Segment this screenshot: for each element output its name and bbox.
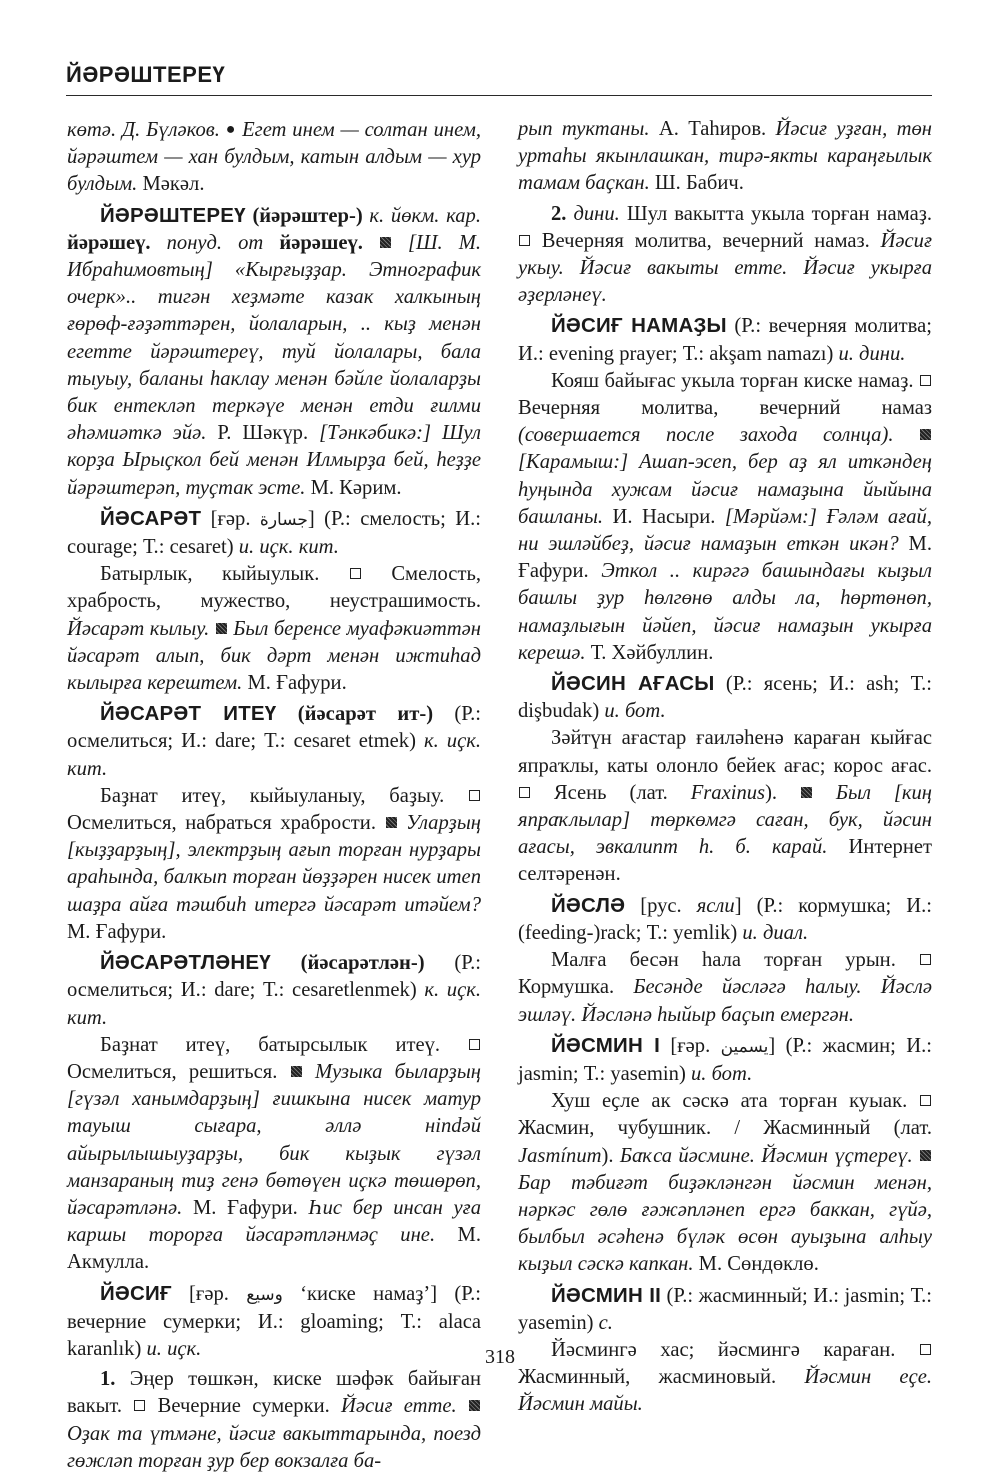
entry-yasaratlaneu: [67, 949, 481, 1032]
definition: [67, 1032, 481, 1277]
grammar: и. бот.: [690, 1062, 753, 1085]
translation-mark-icon: [519, 235, 530, 246]
def-text: Хуш еҫле ак сәскә ата торған куыак.: [551, 1090, 919, 1113]
entry-yasmin-1: [518, 1032, 932, 1088]
form: (йәсарәтлән-): [270, 952, 425, 975]
cross-ref: йәрәшеү.: [279, 231, 363, 254]
translation: Осмелиться, решиться.: [67, 1060, 290, 1083]
translation: ).: [601, 1144, 620, 1167]
equivalents: (Р.: осмелиться; И.: dare; Т.: cesaretlenmek): [67, 952, 481, 1002]
grammar: и. иҫк. кит.: [238, 536, 339, 559]
headword: ЙӘСИН АҒАСЫ: [551, 672, 715, 696]
translation: Смелость, храбрость, мужество, неустрашимость.: [67, 563, 481, 613]
author: Р. Шәкүр.: [206, 422, 320, 445]
headword: ЙӘСАРӘТЛӘНЕҮ: [100, 951, 271, 975]
sense-number: 1.: [100, 1368, 116, 1391]
definition: [518, 947, 932, 1029]
etymology: [ғәр.: [171, 1282, 247, 1305]
grammar: к. иҫк. кит.: [67, 979, 481, 1029]
grammar: к. йөкм. кар.: [362, 204, 481, 227]
entry-yasla: [518, 892, 932, 947]
equivalents: (Р.: осмелиться; И.: dare; Т.: cesaret etmek): [67, 703, 481, 753]
latin-name: Fraxinus: [690, 781, 766, 804]
quote-mark-icon: [386, 817, 397, 828]
grammar: понуд. от: [150, 231, 280, 254]
author: Т. Хәйбуллин.: [585, 641, 714, 664]
arabic-word: يسمين: [720, 1036, 769, 1057]
headword: ЙӘСИҒ НАМАҘЫ: [551, 314, 727, 338]
grammar: и. дини.: [838, 342, 906, 365]
author: М. Ғафури.: [518, 533, 932, 583]
def-text: Баҙнат итеү, батырсылык итеү.: [100, 1033, 468, 1056]
example: Йәсмин еҫе. Йәсмин майы.: [518, 1366, 932, 1416]
quote: Музыка быларҙың [гүзәл ханымдарҙың] ғишкына нисек матур тауыш сығара, әллә нindәй айырылышыуҙарҙы, бик кыҙык гүзәл манзараның тиҙ генә бөтөүен иҫкә төшөрөп, йәсарәтләнә.: [67, 1060, 481, 1219]
author: Интернет селтәренән.: [518, 836, 932, 886]
quote-mark-icon: [216, 623, 227, 634]
entry-yasig-namazy: [518, 312, 932, 367]
headword: ЙӘСАРӘТ: [100, 506, 202, 530]
headword: ЙӘРӘШТЕРЕҮ: [100, 203, 246, 227]
right-column: [518, 116, 932, 1419]
quote: [Тәнкәбикә:] Шул корҙа Ырыҫкол бей менән Илмырҙа бей, һеҙҙе йәрәштерәп, туҫтак эсте.: [67, 422, 481, 499]
quote-mark-icon: [920, 1150, 931, 1161]
gloss: ‘киске намаҙ’] (Р.: вечерние сумерки; И.: gloaming; Т.: alaca karanlık): [67, 1282, 481, 1360]
translation: Жасмин, чубушник. / Жасминный (лат.: [518, 1117, 932, 1140]
quote: Йәсиғ уҙған, төн уртаһы якынлашкан, тирә-якты караңғылык тамам баҫкан.: [518, 118, 932, 195]
equivalents: (Р.: вечерняя молитва; И.: evening prayer; Т.: akşam namazı): [518, 315, 932, 365]
def-text: Эңер төшкән, киске шәфәк байыған вакыт.: [67, 1368, 481, 1418]
quote: Уларҙың [кыҙҙарҙың], электрҙың ағып торған нурҙары араһында, балкып торған йөҙҙәрен нисек итеп шаҙра айға тәшбиһ итергә йәсарәт итәйем?: [67, 812, 481, 916]
equivalents: (Р.: ясень; И.: ash; Т.: dişbudak): [518, 673, 932, 723]
equivalents: ] (Р.: смелость; И.: courage; Т.: cesaret): [67, 507, 481, 559]
translation-mark-icon: [519, 787, 530, 798]
example: Баҡса йәсмине. Йәсмин үҫтереү.: [619, 1144, 913, 1167]
author: Ш. Бабич.: [649, 172, 744, 195]
entry-yasarat: [67, 505, 481, 561]
latin-name: Jasmínum: [518, 1144, 602, 1167]
quote-mark-icon: [920, 429, 931, 440]
quote-mark-icon: [469, 1400, 480, 1411]
author: Мәкәл.: [137, 173, 205, 196]
quote: Был [киң япраҡлылар] төркөмгә саған, бук, йәсин ағасы, эвкалипт һ. б. карай.: [518, 781, 932, 859]
quote: [Ш. М. Ибраһимовтың] «Кырғыҙҙар. Этнографик очерк».. тигән хеҙмәте казак халкының ғөрөф-ғәҙәттәрен, йолаларын, .. кыҙ менән егетте йәрәштереү, туй йолалары, бала тыуыу, баланы һаклау менән бәйле йолаларҙы бик ентекләп теркәүе менән етди ғилми әһәмиәткә эйә.: [67, 231, 481, 445]
etymology-word: ясли: [696, 894, 735, 917]
translation: Осмелиться, набраться храбрости.: [67, 812, 385, 835]
headword: ЙӘСМИН I: [551, 1033, 660, 1057]
translation: Вечерняя молитва, вечерний намаз: [518, 397, 932, 420]
author: М. Акмулла.: [67, 1224, 481, 1274]
example: Йәсарәт кылыу.: [67, 617, 210, 640]
page-number: 318: [485, 1346, 515, 1368]
running-header: ЙӘРӘШТЕРЕҮ: [66, 62, 226, 87]
quote: Бар тәбиғәт биҙәкләнгән йәсмин менән, нәркәс гөлө ғәжәпләнеп ергә баккан, гүйә, былбыл әсәһенә бүләк өсөн ауыҙына алһыу кыҙыл сәскә капкан.: [518, 1171, 932, 1276]
form: (йәсарәт ит-): [276, 703, 434, 726]
definition: [518, 1088, 932, 1278]
quote: Эткол .. кирәгә башындағы кыҙыл башлы ҙур һөлгөнө алды ла, һөртөнөп, намаҙлығын йәйеп, йәсиғ намаҙын укырға керешә.: [518, 560, 932, 664]
def-text: Зәйтүн ағастар ғаиләһенә караған кыйғас япраҡлы, каты олонло бейек ағас; корос ағас.: [518, 727, 932, 777]
translation-mark-icon: [134, 1400, 145, 1411]
translation: Вечерняя молитва, вечерний намаз.: [541, 229, 881, 252]
author: И. Насыри.: [603, 505, 725, 528]
arabic-word: وسيع: [246, 1284, 283, 1305]
label: дини.: [566, 202, 620, 225]
definition: [67, 561, 481, 697]
author: М. Сөндөклө.: [693, 1253, 819, 1276]
bullet-icon: ●: [225, 121, 237, 138]
equivalents: ] (Р.: кормушка; И.: (feeding-)rack; Т.: yemlik): [518, 894, 932, 944]
quote-mark-icon: [291, 1066, 302, 1077]
author: А. Таһиров.: [649, 118, 776, 140]
translation-mark-icon: [920, 375, 931, 386]
arabic-word: جسارة: [259, 509, 308, 530]
quote: Был беренсе муафәкиәттән йәсарәт алып, бик дәрт менән ижтиһад кылырға керештем.: [67, 617, 482, 695]
form: (йәрәштер-): [252, 204, 363, 227]
def-text: Малға бесән һала торған урын.: [551, 949, 919, 972]
left-column: [67, 116, 481, 1475]
translation-mark-icon: [469, 790, 480, 801]
cross-ref: йәрәшеү.: [67, 231, 151, 254]
entry-yasmin-2: [518, 1282, 932, 1337]
header-rule: [66, 95, 932, 96]
headword: ЙӘСМИН II: [551, 1283, 661, 1307]
translation: Вечерние сумерки.: [157, 1395, 342, 1418]
quote: рып туктаны.: [518, 118, 650, 140]
translation: Кормушка.: [518, 976, 634, 999]
etymology: [ғәр.: [659, 1034, 721, 1057]
etymology: [ғәр.: [201, 507, 260, 530]
quote-mark-icon: [380, 237, 391, 248]
headword: ЙӘСИҒ: [100, 1281, 172, 1305]
quote: [Карамыш:] Ашап-эсеп, бер аҙ ял иткәндең һуңында хужам йәсиғ намаҙына йыйына башланы.: [518, 451, 932, 528]
etymology: [рус.: [625, 894, 697, 917]
grammar: и. бот.: [604, 700, 666, 723]
entry-yarashtereu: [67, 202, 481, 502]
translation-note: (совершается после захода солнца).: [518, 424, 894, 447]
def-text: Йәсмингә хас; йәсмингә караған.: [551, 1338, 919, 1361]
sense-2: [518, 201, 932, 310]
headword: ЙӘСАРӘТ ИТЕҮ: [100, 702, 277, 726]
example: Йәсиғ етте.: [341, 1395, 457, 1418]
translation-mark-icon: [920, 954, 931, 965]
quote: Һис бер инсан уға каршы торорға йәсарәтләнмәҫ ине.: [67, 1196, 481, 1247]
author: М. Кәрим.: [305, 476, 402, 499]
sense-1: [67, 1366, 481, 1475]
def-text: Баҙнат итеү, кыйыуланыу, баҙыу.: [100, 784, 468, 807]
quote-continuation: [518, 116, 932, 198]
def-text: Батырлык, кыйыулык.: [100, 563, 349, 586]
definition: [518, 368, 932, 667]
quote: Оҙак та үтмәне, йәсиғ вакыттарында, поезд гөжләп торған ҙур бер вокзалға ба-: [67, 1422, 481, 1472]
quote-mark-icon: [801, 787, 812, 798]
author: М. Ғафури.: [242, 672, 347, 695]
author: М. Ғафури.: [67, 920, 167, 943]
equivalents: (Р.: жасминный; И.: jasmin; Т.: yasemin): [518, 1284, 933, 1334]
sense-number: 2.: [551, 202, 567, 225]
text: көтә. Д. Бүләков.: [67, 119, 226, 141]
quote: [Мәрйәм:] Ғәләм ағай, ни эшләйбеҙ, йәсиғ намаҙын еткән икән?: [518, 505, 932, 556]
example: Йәсиғ укыу. Йәсиғ вакыты етте. Йәсиғ укырға әҙерләнеү.: [518, 229, 932, 307]
grammar: и. иҫк.: [146, 1337, 202, 1360]
grammar: к. иҫк. кит.: [67, 730, 482, 780]
translation-mark-icon: [350, 568, 361, 579]
headword: ЙӘСЛӘ: [551, 893, 626, 917]
example: Бесәнде йәсләгә һалыу. Йәслә эшләү. Йәсләнә һыйыр баҫып емергән.: [518, 976, 932, 1026]
grammar: и. диал.: [742, 921, 809, 944]
entry-continuation: [67, 116, 481, 199]
def-text: Кояш байығас укыла торған киске намаҙ.: [551, 369, 919, 392]
def-text: Шул вакытта укыла торған намаҙ.: [619, 202, 932, 225]
equivalents: ] (Р.: жасмин; И.: jasmin; Т.: yasemin): [518, 1034, 933, 1085]
entry-yasarat-iteu: [67, 700, 481, 783]
definition: [518, 725, 932, 888]
translation: Ясень (лат.: [553, 781, 691, 804]
translation: ).: [765, 781, 800, 804]
definition: [67, 783, 481, 946]
translation: Жасминный, жасминовый.: [518, 1366, 805, 1389]
quote: Егет инем — солтан инем, йәрәштем — хан булдым, катын алдым — хур булдым.: [67, 119, 481, 196]
entry-yasin-agasy: [518, 670, 932, 725]
translation-mark-icon: [920, 1095, 931, 1106]
translation-mark-icon: [469, 1039, 480, 1050]
grammar: с.: [598, 1311, 613, 1334]
author: М. Ғафури.: [182, 1196, 309, 1219]
